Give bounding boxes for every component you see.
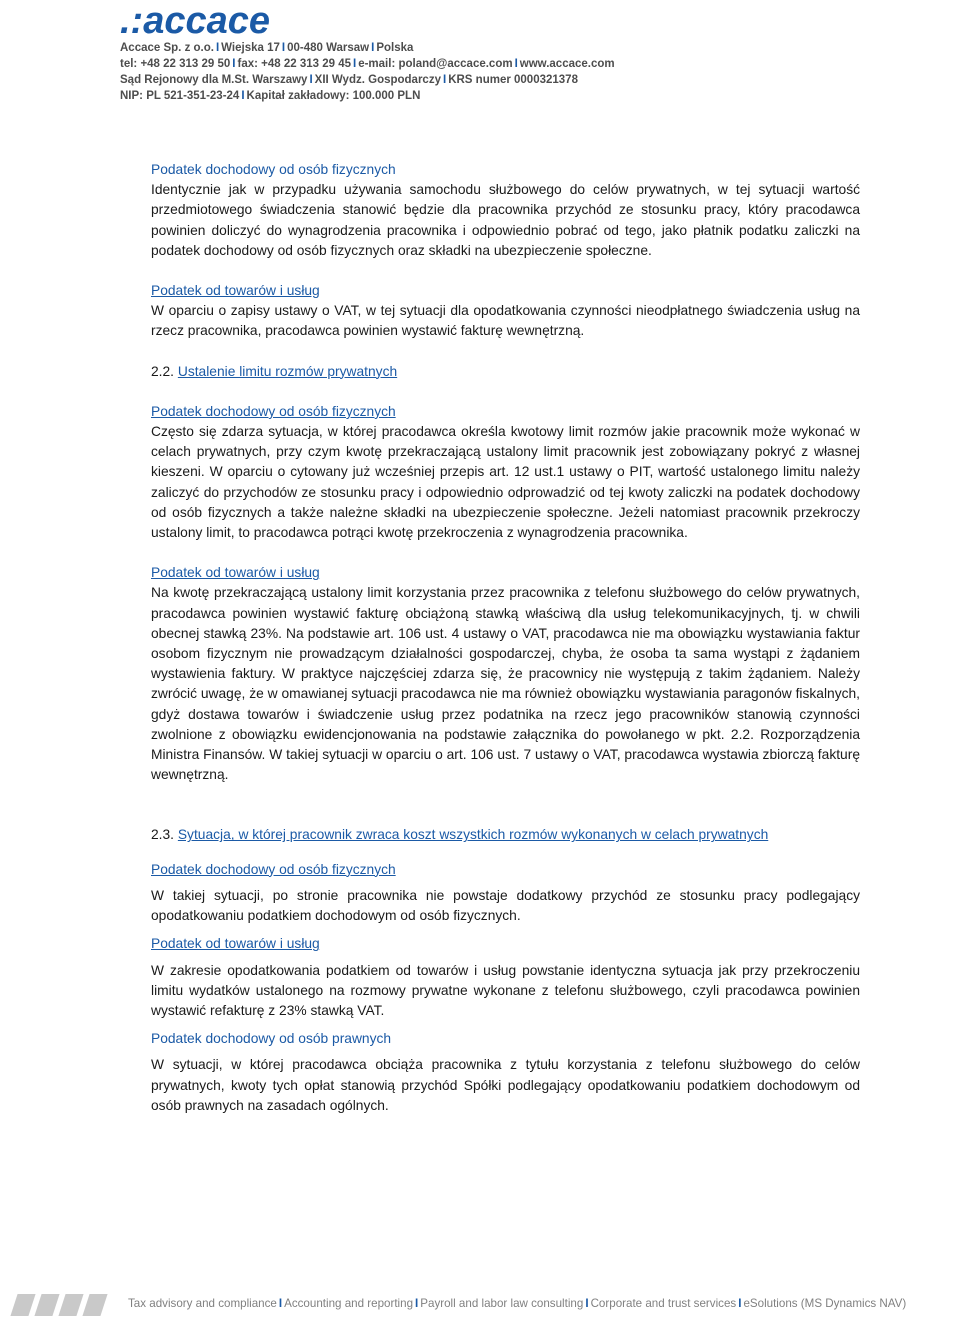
section-title: Ustalenie limitu rozmów prywatnych xyxy=(177,363,398,379)
paragraph: W oparciu o zapisy ustawy o VAT, w tej sytuacji dla opodatkowania czynności nieodpłatnego świadczenia usług na rzecz pracownika, pracodawca powinien wystawić fakturę wewnętrzną. xyxy=(151,303,860,339)
paragraph: W zakresie opodatkowania podatkiem od towarów i usług powstanie identyczna sytuacja jak przy przekroczeniu limitu wydatków ustalonego na rozmowy prywatne wykonane z telefonu służbowego, czyli pracodawca powinien wystawić refakturę z 23% stawką VAT. xyxy=(151,962,860,1018)
paragraph: Na kwotę przekraczającą ustalony limit korzystania przez pracownika z telefonu służbowego do celów prywatnych, pracodawca powinien wystawić fakturę obciążoną stawką właściwą dla usług telekomunikacyjnych, tj. w chwili obecnej stawką 23%. Na podstawie art. 106 ust. 4 ustawy o VAT, pracodawca nie ma obowiązku wystawiania faktur osobom fizycznym nie prowadzącym działalności gospodarczej, chyba, że osoba ta sama wystąpi z żądaniem wystawienia faktury. W praktyce najczęściej zdarza się, że pracownicy nie występują z takim żądaniem. Należy zwrócić uwagę, że w omawianej sytuacji pracodawca nie ma również obowiązku wystawiania paragonów fiskalnych, gdyż dostawa towarów i świadczenie usług przez podatnika na rzecz jego pracowników stanowią czynności zwolnione z obowiązku ewidencjonowania na podstawie załącznika do powołanego w pkt. 2.2. Rozporządzenia Ministra Finansów. W takiej sytuacji w oparciu o art. 106 ust. 7 ustawy o VAT, pracodawca wystawia zbiorczą fakturę wewnętrzną. xyxy=(151,585,860,783)
company-contact-line: tel: +48 22 313 29 50 I fax: +48 22 313 29 45 I e-mail: poland@accace.com I www.accace.com xyxy=(120,58,615,70)
krs-number: KRS numer 0000321378 xyxy=(448,74,578,86)
footer-item: Accounting and reporting xyxy=(284,1297,414,1310)
nip: NIP: PL 521-351-23-24 xyxy=(120,90,240,102)
company-address-line: Accace Sp. z o.o. I Wiejska 17 I 00-480 Warsaw I Polska xyxy=(120,42,414,54)
footer-item: Tax advisory and compliance xyxy=(128,1297,277,1310)
street: Wiejska 17 xyxy=(221,42,280,54)
email: e-mail: poland@accace.com xyxy=(358,58,513,70)
accace-logo: .:accace xyxy=(120,0,271,42)
paragraph: W takiej sytuacji, po stronie pracownika nie powstaje dodatkowy przychód ze stosunku pracy podlegający opodatkowaniu podatkiem dochodowym od osób fizycznych. xyxy=(151,887,860,924)
paragraph: Często się zdarza sytuacja, w której pracodawca określa kwotowy limit rozmów jakie pracownik może wykonać w celach prywatnych, przy czym kwotę przekraczającą ustalony limit pracownik jest zobowiązany pokryć z własnej kieszeni. W oparciu o cytowany już wcześniej przepis art. 12 ust.1 ustawy o PIT, wartość ustalonego limitu należy zaliczyć do przychodów ze stosunku pracy i odpowiednio odprowadzić od tej kwoty zaliczki na podatek dochodowy od osób fizycznych a także należne składki na ubezpieczenie społeczne. Jeżeli natomiast pracownik przekroczy ustalony limit, to pracodawca potrąci kwotę przekroczenia z wynagrodzenia pracownika. xyxy=(151,424,860,541)
footer-services: Tax advisory and compliance I Accounting and reporting I Payroll and labor law consulting I Corporate and trust services I eSolutions (MS Dynamics NAV) xyxy=(128,1297,907,1310)
footer-item: Corporate and trust services xyxy=(590,1297,737,1310)
footer-item: Payroll and labor law consulting xyxy=(420,1297,584,1310)
company-name: Accace Sp. z o.o. xyxy=(120,42,214,54)
section-heading: Podatek dochodowy od osób fizycznych xyxy=(151,162,396,177)
section-heading: Podatek od towarów i usług xyxy=(151,283,320,299)
section-heading: Podatek od towarów i usług xyxy=(151,936,320,952)
section-title: Sytuacja, w której pracownik zwraca koszt wszystkich rozmów wykonanych w celach prywatnych xyxy=(177,827,769,843)
paragraph: W sytuacji, w której pracodawca obciąża pracownika z tytułu korzystania z telefonu służbowego do celów prywatnych, kwoty tych opłat stanowią przychód Spółki podlegający opodatkowaniu podatkiem dochodowym od osób prawnych na zasadach ogólnych. xyxy=(151,1057,860,1113)
paragraph: Identycznie jak w przypadku używania samochodu służbowego do celów prywatnych, w tej sytuacji wartość przedmiotowego świadczenia stanowić będzie dla pracownika przychód ze stosunku pracy, który pracodawca powinien doliczyć do wynagrodzenia pracownika i odpowiednio pobrać od tego, jako płatnik podatku zaliczki na podatek dochodowy od osób fizycznych oraz składki na ubezpieczenie społeczne. xyxy=(151,182,860,258)
page-footer xyxy=(0,1294,960,1316)
section-heading: Podatek dochodowy od osób prawnych xyxy=(151,1031,392,1047)
section-heading: Podatek dochodowy od osób fizycznych xyxy=(151,861,396,877)
company-tax-line: NIP: PL 521-351-23-24 I Kapitał zakładowy: 100.000 PLN xyxy=(120,90,421,102)
section-heading: Podatek od towarów i usług xyxy=(151,565,320,581)
footer-item: eSolutions (MS Dynamics NAV) xyxy=(743,1297,907,1310)
section-heading: Podatek dochodowy od osób fizycznych xyxy=(151,403,396,419)
company-registry-line: Sąd Rejonowy dla M.St. Warszawy I XII Wydz. Gospodarczy I KRS numer 0000321378 xyxy=(120,74,578,86)
website: www.accace.com xyxy=(519,58,615,70)
section-title-2-3 xyxy=(151,825,860,845)
share-capital: Kapitał zakładowy: 100.000 PLN xyxy=(246,90,421,102)
document-body xyxy=(151,160,860,1116)
phone: tel: +48 22 313 29 50 xyxy=(120,58,231,70)
letterhead xyxy=(120,0,740,104)
footer-stripes-graphic xyxy=(0,1294,110,1316)
section-title-2-2 xyxy=(151,362,860,382)
fax: fax: +48 22 313 29 45 xyxy=(237,58,351,70)
court-division: XII Wydz. Gospodarczy xyxy=(314,74,441,86)
postal-city: 00-480 Warsaw xyxy=(287,42,370,54)
court: Sąd Rejonowy dla M.St. Warszawy xyxy=(120,74,308,86)
section-number: 2.2. xyxy=(151,363,175,379)
country: Polska xyxy=(376,42,414,54)
section-number: 2.3. xyxy=(151,827,175,843)
